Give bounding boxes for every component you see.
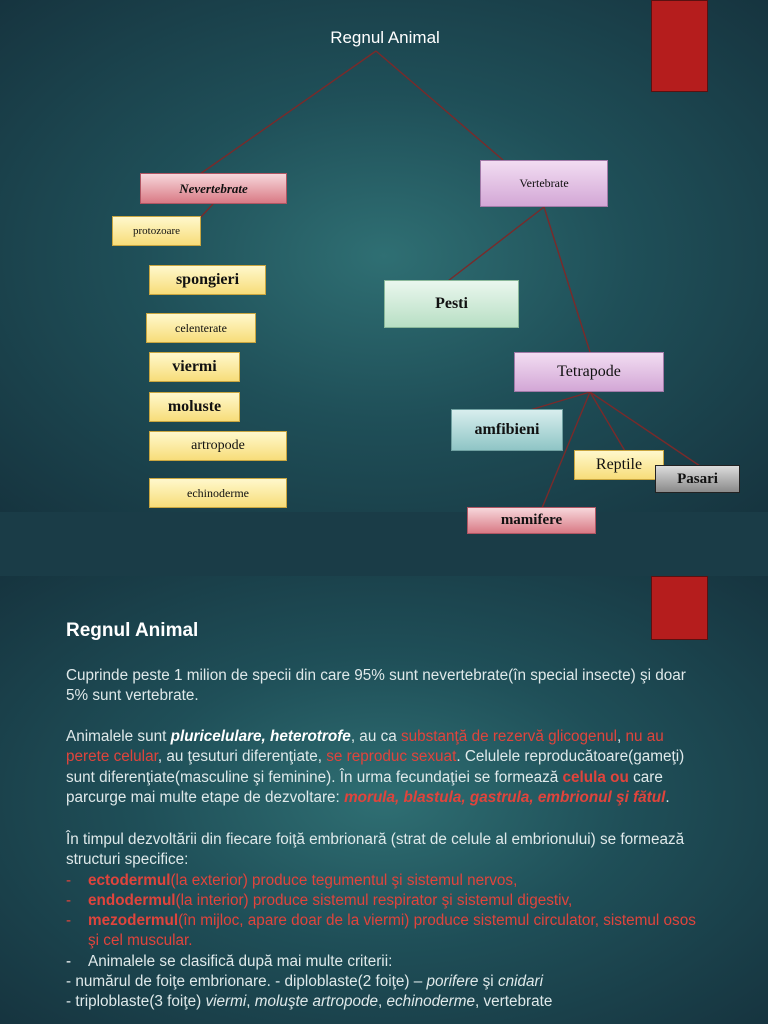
text-italic: porifere	[426, 973, 479, 991]
text-emphasis: pluricelulare, heterotrofe	[170, 728, 351, 745]
text-span: , au ca	[350, 728, 401, 745]
line-vertebrate-pesti	[448, 207, 544, 281]
node-moluste: moluste	[149, 392, 240, 422]
node-tetrapode: Tetrapode	[514, 352, 664, 392]
classification-line-1	[66, 972, 706, 992]
node-celenterate: celenterate	[146, 313, 256, 343]
node-echinoderme: echinoderme	[149, 478, 287, 508]
node-reptile: Reptile	[574, 450, 664, 480]
node-amfibieni: amfibieni	[451, 409, 563, 451]
slide-title: Regnul Animal	[66, 620, 199, 641]
text-italic: echinoderme	[386, 993, 475, 1011]
list-item-criteria: - Animalele se clasifică după mai multe criterii:	[66, 952, 706, 972]
line-tetrapode-amfibieni	[530, 392, 590, 410]
node-spongieri: spongieri	[149, 265, 266, 295]
text-italic: cnidari	[497, 973, 543, 991]
text-span: Animalele sunt	[66, 728, 171, 745]
line-vertebrate-tetrapode	[544, 207, 590, 352]
slide-2	[0, 576, 768, 1024]
text-span: şi	[478, 973, 498, 991]
layer-text: (la exterior) produce tegumentul şi sistemul nervos,	[170, 871, 518, 889]
node-pesti: Pesti	[384, 280, 519, 328]
text-span: ,	[616, 728, 626, 745]
layer-name: endodermul	[88, 891, 176, 909]
list-item-endoderm	[66, 891, 706, 911]
text-highlight: nu au perete celular	[66, 728, 664, 766]
slide-gap	[0, 512, 768, 576]
line-root-vertebrate	[376, 51, 503, 160]
text-span: , vertebrate	[474, 993, 553, 1011]
list-item-ectoderm	[66, 871, 706, 891]
red-accent-bar	[651, 576, 708, 640]
layer-name: ectodermul	[88, 871, 171, 889]
text-span: ,	[378, 993, 387, 1011]
layer-name: mezodermul	[88, 912, 179, 930]
text-span: . Celulele reproducătoare(gameţi) sunt diferenţiate(masculine şi feminine). În urma fecundaţiei se formează	[66, 748, 685, 786]
text-highlight: morula, blastula, gastrula, embrionul şi fătul	[344, 788, 666, 806]
text-span: care parcurge mai multe etape de dezvoltare:	[66, 768, 663, 806]
line-nevertebrate-protozoare	[200, 204, 213, 218]
text-italic: viermi	[205, 993, 247, 1011]
node-mamifere: mamifere	[467, 507, 596, 534]
node-nevertebrate: Nevertebrate	[140, 173, 287, 204]
classification-line-2	[66, 992, 706, 1012]
node-artropode: artropode	[149, 431, 287, 461]
text-highlight: celula ou	[562, 768, 629, 786]
text-span: - triploblaste(3 foiţe)	[66, 993, 206, 1011]
paragraph-characteristics	[66, 727, 706, 808]
text-italic: moluşte artropode	[254, 993, 379, 1011]
layer-text: (la interior) produce sistemul respirator şi sistemul digestiv,	[175, 891, 573, 909]
paragraph-intro: Cuprinde peste 1 milion de specii din care 95% sunt nevertebrate(în special insecte) şi doar 5% sunt vertebrate.	[66, 667, 686, 705]
text-span: , au ţesuturi diferenţiate,	[157, 748, 327, 766]
line-tetrapode-reptile	[590, 392, 625, 451]
text-span: ,	[246, 993, 255, 1011]
node-pasari: Pasari	[655, 465, 740, 493]
text-highlight: se reproduc sexuat	[326, 748, 457, 766]
paragraph-layers	[66, 830, 706, 1013]
node-vertebrate: Vertebrate	[480, 160, 608, 207]
text-span: .	[665, 788, 670, 806]
diagram-title: Regnul Animal	[330, 28, 440, 47]
layers-intro: În timpul dezvoltării din fiecare foiţă embrionară (strat de celule al embrionului) se formează structuri specifice:	[66, 831, 685, 869]
text-span: - numărul de foiţe embrionare. - diploblaste(2 foiţe) –	[66, 973, 427, 991]
line-root-nevertebrate	[200, 51, 376, 174]
node-protozoare: protozoare	[112, 216, 201, 246]
list-item-mezoderm	[66, 911, 706, 952]
layer-text: (în mijloc, apare doar de la viermi) produce sistemul circulator, sistemul osos şi cel muscular.	[88, 912, 696, 950]
node-viermi: viermi	[149, 352, 240, 382]
text-highlight: substanţă de rezervă glicogenul	[400, 728, 617, 745]
